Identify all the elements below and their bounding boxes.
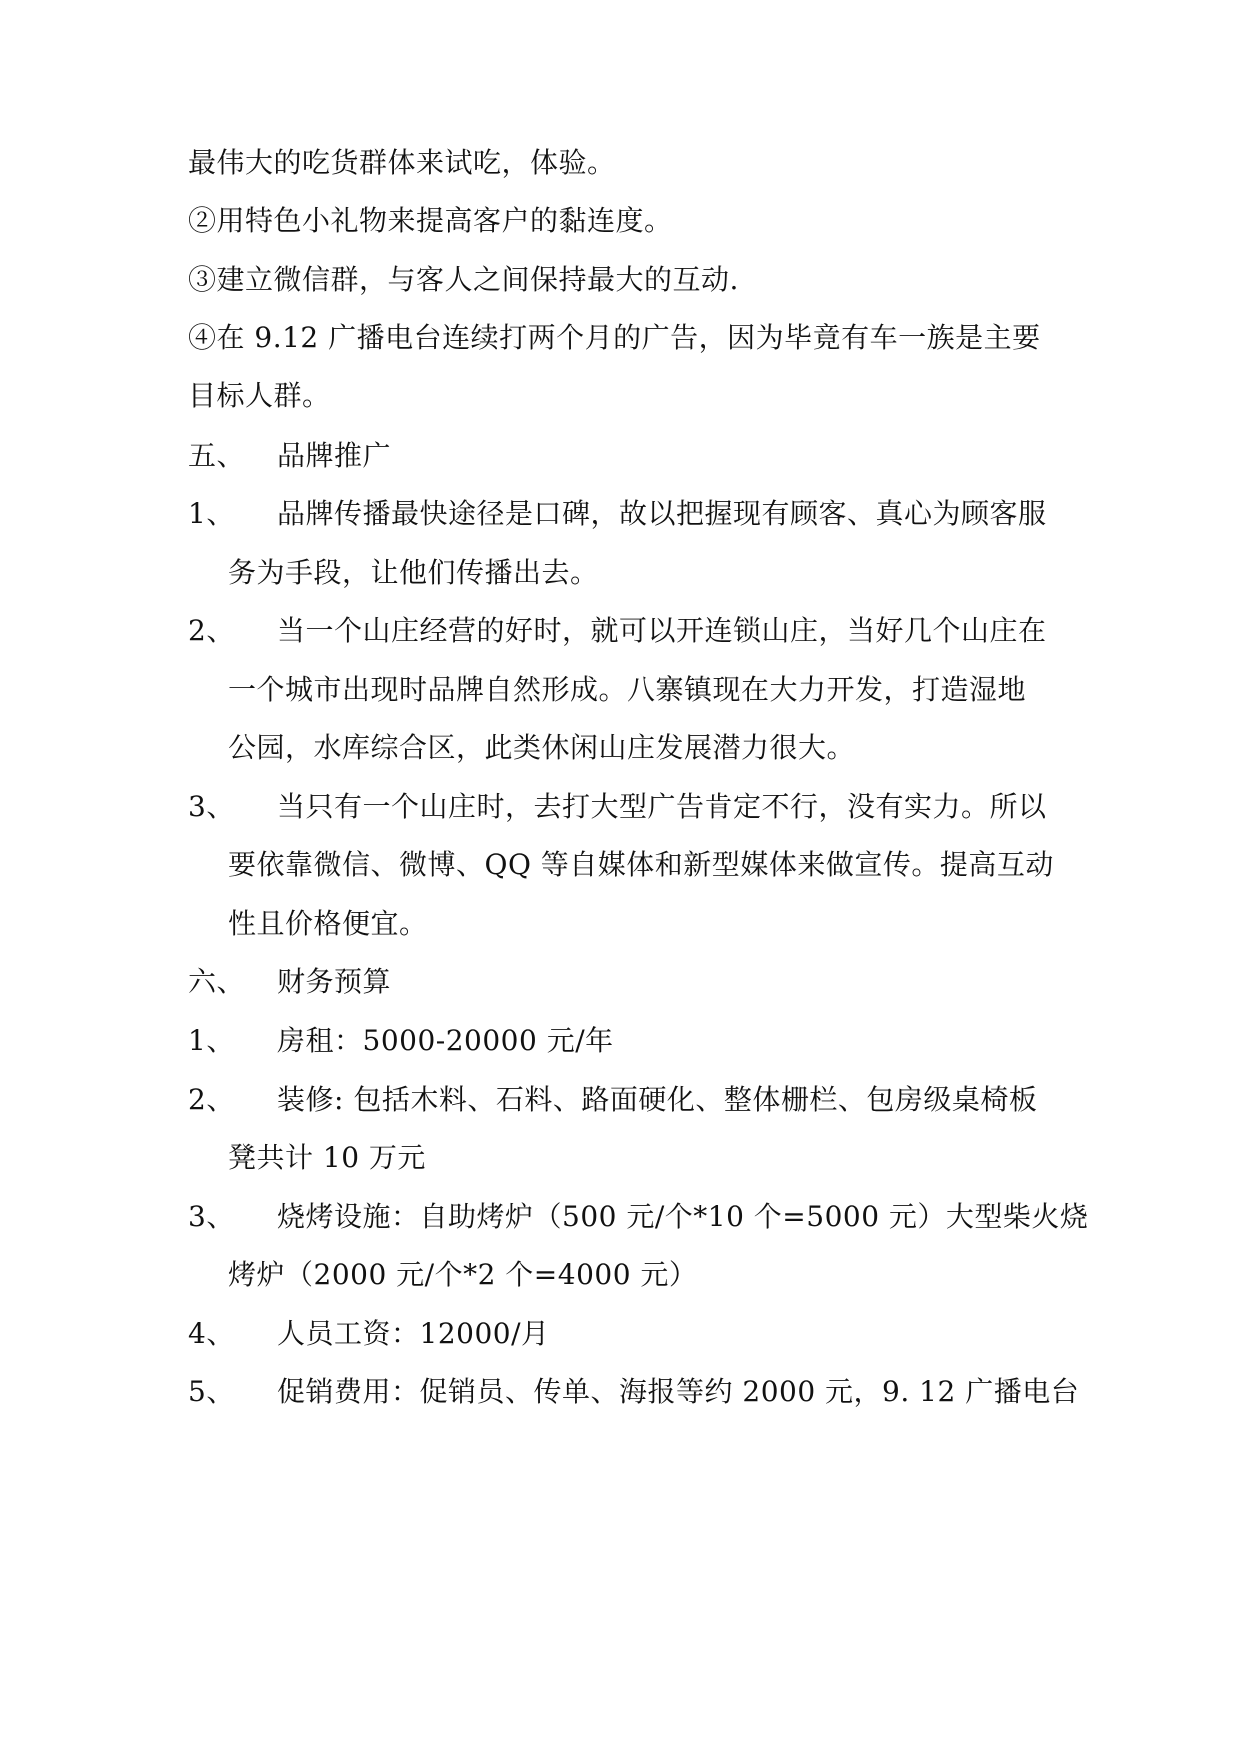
paragraph-line: ②用特色小礼物来提高客户的黏连度。 bbox=[188, 204, 673, 237]
list-item-continuation: 公园，水库综合区，此类休闲山庄发展潜力很大。 bbox=[228, 731, 856, 764]
list-item-number: 2、 bbox=[188, 614, 235, 647]
list-item-text: 装修: 包括木料、石料、路面硬化、整体栅栏、包房级桌椅板 bbox=[277, 1083, 1038, 1116]
list-item-number: 2、 bbox=[188, 1083, 235, 1116]
list-item-text: 当只有一个山庄时，去打大型广告肯定不行，没有实力。所以 bbox=[277, 790, 1047, 823]
paragraph-line: 目标人群。 bbox=[188, 379, 331, 412]
list-item-text: 当一个山庄经营的好时，就可以开连锁山庄，当好几个山庄在 bbox=[277, 614, 1047, 647]
section-number: 五、 bbox=[188, 439, 246, 472]
list-item-number: 4、 bbox=[188, 1317, 235, 1350]
section-number: 六、 bbox=[188, 965, 246, 998]
list-item-text: 促销费用：促销员、传单、海报等约 2000 元，9. 12 广播电台 bbox=[277, 1375, 1080, 1408]
list-item-continuation: 性且价格便宜。 bbox=[228, 907, 428, 940]
paragraph-line: ④在 9.12 广播电台连续打两个月的广告，因为毕竟有车一族是主要 bbox=[188, 321, 1041, 354]
list-item-continuation: 烤炉（2000 元/个*2 个=4000 元） bbox=[228, 1258, 698, 1291]
list-item-text: 品牌传播最快途径是口碑，故以把握现有顾客、真心为顾客服 bbox=[277, 497, 1047, 530]
list-item-continuation: 务为手段，让他们传播出去。 bbox=[228, 556, 599, 589]
list-item-text: 房租：5000-20000 元/年 bbox=[277, 1024, 614, 1057]
section-title: 财务预算 bbox=[277, 965, 392, 998]
paragraph-line: ③建立微信群，与客人之间保持最大的互动. bbox=[188, 263, 739, 296]
list-item-number: 1、 bbox=[188, 497, 235, 530]
section-title: 品牌推广 bbox=[277, 439, 392, 472]
list-item-number: 5、 bbox=[188, 1375, 235, 1408]
list-item-text: 人员工资：12000/月 bbox=[277, 1317, 550, 1350]
list-item-continuation: 凳共计 10 万元 bbox=[228, 1141, 426, 1174]
list-item-continuation: 要依靠微信、微博、QQ 等自媒体和新型媒体来做宣传。提高互动 bbox=[228, 848, 1054, 881]
list-item-text: 烧烤设施：自助烤炉（500 元/个*10 个=5000 元）大型柴火烧 bbox=[277, 1200, 1089, 1233]
paragraph-line: 最伟大的吃货群体来试吃，体验。 bbox=[188, 146, 616, 179]
list-item-number: 1、 bbox=[188, 1024, 235, 1057]
list-item-number: 3、 bbox=[188, 1200, 235, 1233]
list-item-continuation: 一个城市出现时品牌自然形成。八寨镇现在大力开发，打造湿地 bbox=[228, 673, 1027, 706]
list-item-number: 3、 bbox=[188, 790, 235, 823]
